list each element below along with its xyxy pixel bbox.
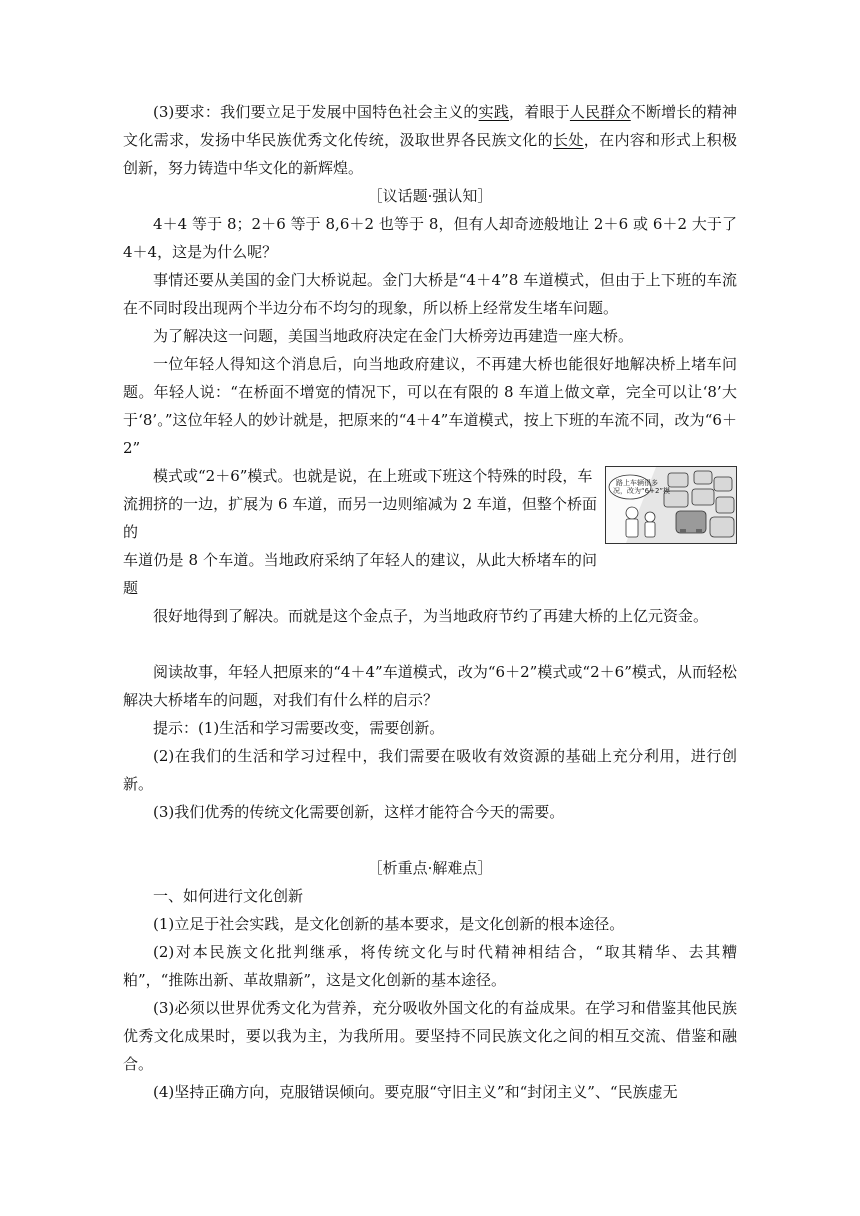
underlined-term: 人民群众 [569,103,631,121]
caption-line-2: 况，改为“6+2”模 [613,487,671,495]
topic-paragraph-1: 4＋4 等于 8；2＋6 等于 8,6＋2 也等于 8，但有人却奇迹般地让 2＋6 或 6＋2 大于了 4＋4，这是为什么呢？ [123,215,737,261]
hint-3: (3)我们优秀的传统文化需要创新，这样才能符合今天的需要。 [153,803,565,821]
text-run: (3)要求：我们要立足于发展中国特色社会主义的 [153,103,479,121]
story-with-figure [123,462,737,630]
analysis-item-1: (1)立足于社会实践，是文化创新的基本要求，是文化创新的根本途径。 [153,915,625,933]
underlined-term: 长处 [553,131,584,149]
hint-1: 提示：(1)生活和学习需要改变，需要创新。 [153,719,445,737]
story-line-4: 很好地得到了解决。而就是这个金点子，为当地政府节约了再建大桥的上亿元资金。 [153,607,709,625]
analysis-heading: ［析重点·解难点］ [367,859,493,877]
story-line-2: 流拥挤的一边，扩展为 6 车道，而另一边则缩减为 2 车道，但整个桥面的 [123,495,597,541]
analysis-subheading: 一、如何进行文化创新 [153,887,304,905]
document-body [123,98,737,1106]
topic-paragraph-4: 一位年轻人得知这个消息后，向当地政府建议，不再建大桥也能很好地解决桥上堵车问题。年轻人说：“在桥面不增宽的情况下，可以在有限的 8 车道上做文章，完全可以让‘8’大于‘8’。”这位年轻人的妙计就是，把原来的“4＋4”车道模式，按上下班的车流不同，改为“6＋2” [123,355,737,457]
spacer [123,630,737,658]
requirement-paragraph [123,98,737,182]
spacer [123,826,737,854]
topic-heading: ［议话题·强认知］ [367,187,493,205]
topic-paragraph-2: 事情还要从美国的金门大桥说起。金门大桥是“4＋4”8 车道模式，但由于上下班的车流在不同时段出现两个半边分布不均匀的现象，所以桥上经常发生堵车问题。 [123,271,737,317]
story-line-3: 车道仍是 8 个车道。当地政府采纳了年轻人的建议，从此大桥堵车的问题 [123,551,597,597]
text-run: ，着眼于 [509,103,570,121]
underlined-term: 实践 [478,103,510,121]
analysis-item-4: (4)坚持正确方向，克服错误倾向。要克服“守旧主义”和“封闭主义”、“民族虚无 [153,1083,678,1101]
text-run: ，在内容和形式上积极创新，努力铸造中华文化的新辉煌。 [123,131,737,177]
caption-line-1: 路上车辆很多 [616,479,658,487]
text-run: 不断增长的精神文化需求，发扬中华民族优秀文化传统，汲取世界各民族文化的 [123,103,737,149]
question-paragraph: 阅读故事，年轻人把原来的“4＋4”车道模式，改为“6＋2”模式或“2＋6”模式，从而轻松解决大桥堵车的问题，对我们有什么样的启示？ [123,663,737,709]
analysis-item-2: (2)对本民族文化批判继承，将传统文化与时代精神相结合，“取其精华、去其糟粕”，“推陈出新、革故鼎新”，这是文化创新的基本途径。 [123,943,737,989]
topic-paragraph-3: 为了解决这一问题，美国当地政府决定在金门大桥旁边再建造一座大桥。 [153,327,634,345]
hint-2: (2)在我们的生活和学习过程中，我们需要在吸收有效资源的基础上充分利用，进行创新。 [123,747,737,793]
analysis-item-3: (3)必须以世界优秀文化为营养，充分吸收外国文化的有益成果。在学习和借鉴其他民族优秀文化成果时，要以我为主，为我所用。要坚持不同民族文化之间的相互交流、借鉴和融合。 [123,999,737,1073]
traffic-jam-illustration [605,466,737,544]
story-line-1: 模式或“2＋6”模式。也就是说，在上班或下班这个特殊的时段，车 [153,467,593,485]
